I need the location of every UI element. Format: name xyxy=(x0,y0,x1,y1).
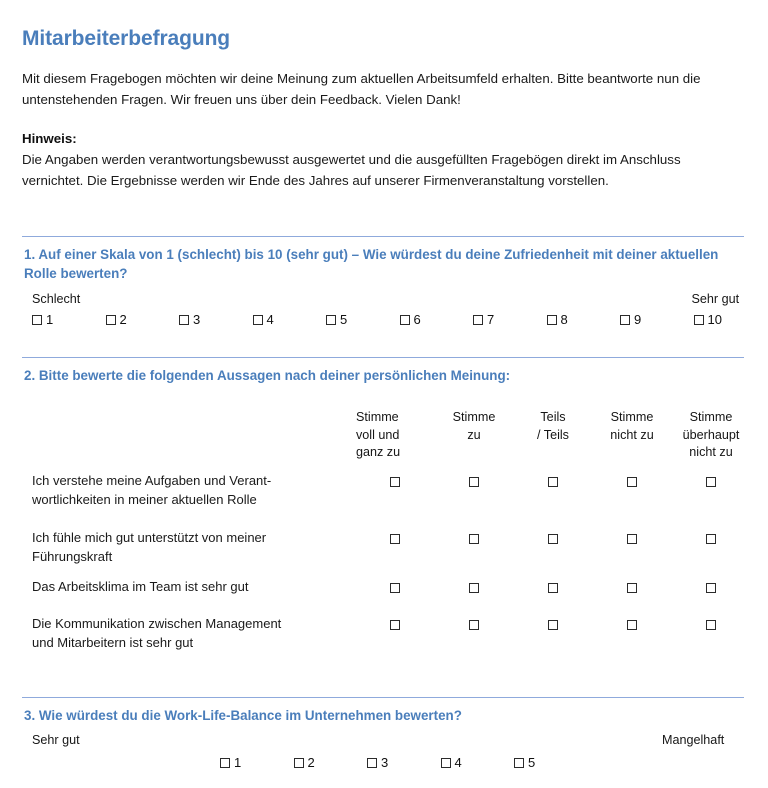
checkbox-icon[interactable] xyxy=(326,315,336,325)
option-label: 1 xyxy=(234,755,242,770)
matrix-checkbox-cell[interactable] xyxy=(514,616,592,634)
matrix-column-header-line: Stimme xyxy=(610,410,654,424)
question-1-option-4[interactable] xyxy=(253,312,274,327)
matrix-row-label-line: und Mitarbeitern ist sehr gut xyxy=(32,635,194,650)
checkbox-icon[interactable] xyxy=(627,583,637,593)
matrix-checkbox-cell[interactable] xyxy=(356,473,434,491)
question-3-option-2[interactable] xyxy=(294,755,315,770)
checkbox-icon[interactable] xyxy=(706,534,716,544)
matrix-column-header-line: / Teils xyxy=(537,427,569,442)
note-label: Hinweis: xyxy=(22,131,77,146)
scale-right-label: Sehr gut xyxy=(691,292,740,306)
matrix-row xyxy=(22,528,746,566)
checkbox-icon[interactable] xyxy=(179,315,189,325)
note-text: Die Angaben werden verantwortungsbewusst ausgewertet und die ausgefüllten Fragebögen direkt im Anschluss vernichtet. Die Ergebnisse werden wir Ende des Jahres auf unserer Firmenveranstaltung vorstellen. xyxy=(22,152,681,188)
checkbox-icon[interactable] xyxy=(548,583,558,593)
checkbox-icon[interactable] xyxy=(706,583,716,593)
option-label: 3 xyxy=(193,312,201,327)
checkbox-icon[interactable] xyxy=(441,758,451,768)
matrix-column-header xyxy=(435,409,513,444)
question-1-option-8[interactable] xyxy=(547,312,568,327)
section-divider xyxy=(22,357,744,358)
matrix-column-header-line: nicht zu xyxy=(610,427,654,442)
matrix-row-label xyxy=(32,528,362,566)
matrix-column-header-line: nicht zu xyxy=(689,445,733,459)
checkbox-icon[interactable] xyxy=(469,620,479,630)
matrix-checkbox-cell[interactable] xyxy=(514,530,592,548)
matrix-checkbox-cell[interactable] xyxy=(356,579,434,597)
question-1-option-1[interactable] xyxy=(32,312,53,327)
matrix-column-header-line: überhaupt xyxy=(682,427,740,442)
checkbox-icon[interactable] xyxy=(627,477,637,487)
matrix-checkbox-cell[interactable] xyxy=(514,473,592,491)
matrix-checkbox-cell[interactable] xyxy=(593,616,671,634)
matrix-column-header-line: voll und xyxy=(356,427,400,442)
checkbox-icon[interactable] xyxy=(253,315,263,325)
scale-right-label: Mangelhaft xyxy=(662,733,725,747)
matrix-checkbox-cell[interactable] xyxy=(672,473,750,491)
checkbox-icon[interactable] xyxy=(706,477,716,487)
matrix-checkbox-cell[interactable] xyxy=(593,579,671,597)
question-1-option-9[interactable] xyxy=(620,312,641,327)
question-1-option-5[interactable] xyxy=(326,312,347,327)
matrix-checkbox-cell[interactable] xyxy=(672,530,750,548)
option-label: 2 xyxy=(307,755,315,770)
matrix-checkbox-cell[interactable] xyxy=(672,579,750,597)
matrix-row-label-line: Ich fühle mich gut unterstützt von meiner xyxy=(32,530,267,545)
matrix-checkbox-cell[interactable] xyxy=(356,616,434,634)
scale-left-label: Sehr gut xyxy=(32,733,80,747)
option-label: 6 xyxy=(413,312,421,327)
checkbox-icon[interactable] xyxy=(367,758,377,768)
question-2-heading: 2. Bitte bewerte die folgenden Aussagen nach deiner persönlichen Meinung: xyxy=(24,368,511,383)
matrix-column-header-line: Stimme xyxy=(689,410,733,424)
checkbox-icon[interactable] xyxy=(547,315,557,325)
checkbox-icon[interactable] xyxy=(548,620,558,630)
matrix-column-header-line: Stimme xyxy=(452,410,496,424)
matrix-column-header xyxy=(514,409,592,444)
option-label: 3 xyxy=(381,755,389,770)
question-3-option-3[interactable] xyxy=(367,755,388,770)
checkbox-icon[interactable] xyxy=(220,758,230,768)
question-1-option-2[interactable] xyxy=(106,312,127,327)
matrix-checkbox-cell[interactable] xyxy=(435,530,513,548)
matrix-checkbox-cell[interactable] xyxy=(435,616,513,634)
matrix-column-headers xyxy=(22,409,746,471)
matrix-row xyxy=(22,577,746,596)
option-label: 9 xyxy=(634,312,642,327)
option-label: 7 xyxy=(487,312,495,327)
checkbox-icon[interactable] xyxy=(390,534,400,544)
option-label: 5 xyxy=(340,312,348,327)
checkbox-icon[interactable] xyxy=(469,583,479,593)
checkbox-icon[interactable] xyxy=(514,758,524,768)
question-1-option-3[interactable] xyxy=(179,312,200,327)
option-label: 4 xyxy=(454,755,462,770)
checkbox-icon[interactable] xyxy=(627,534,637,544)
checkbox-icon[interactable] xyxy=(473,315,483,325)
matrix-checkbox-cell[interactable] xyxy=(514,579,592,597)
matrix-column-header xyxy=(672,409,750,462)
matrix-column-header xyxy=(593,409,671,444)
question-3-option-5[interactable] xyxy=(514,755,535,770)
page-title: Mitarbeiterbefragung xyxy=(22,27,231,50)
option-label: 10 xyxy=(707,312,722,327)
matrix-checkbox-cell[interactable] xyxy=(672,616,750,634)
matrix-row-label-line: wortlichkeiten in meiner aktuellen Rolle xyxy=(32,492,257,507)
matrix-column-header-line: zu xyxy=(467,427,481,442)
checkbox-icon[interactable] xyxy=(694,315,704,325)
question-3-option-4[interactable] xyxy=(441,755,462,770)
intro-paragraph: Mit diesem Fragebogen möchten wir deine Meinung zum aktuellen Arbeitsumfeld erhalten. Bitte beantworte nun die untenstehenden Fragen. Wir freuen uns über dein Feedback. Vielen Dank! xyxy=(22,71,701,107)
matrix-row xyxy=(22,471,746,509)
scale-left-label: Schlecht xyxy=(32,292,81,306)
question-1-heading: 1. Auf einer Skala von 1 (schlecht) bis 10 (sehr gut) – Wie würdest du deine Zufriedenheit mit deiner aktuellen Rolle bewerten? xyxy=(24,247,719,281)
matrix-column-header-line: Teils xyxy=(540,410,566,424)
matrix-row-label xyxy=(32,614,362,652)
matrix-column-header xyxy=(356,409,434,462)
question-3-scale xyxy=(22,733,746,779)
option-label: 5 xyxy=(528,755,536,770)
matrix-checkbox-cell[interactable] xyxy=(356,530,434,548)
option-label: 2 xyxy=(119,312,127,327)
checkbox-icon[interactable] xyxy=(390,583,400,593)
option-label: 8 xyxy=(560,312,568,327)
question-1-scale xyxy=(22,292,746,332)
matrix-row-label-line: Das Arbeitsklima im Team ist sehr gut xyxy=(32,579,249,594)
question-1-option-10[interactable] xyxy=(694,312,722,327)
checkbox-icon[interactable] xyxy=(469,534,479,544)
checkbox-icon[interactable] xyxy=(548,534,558,544)
question-1-option-6[interactable] xyxy=(400,312,421,327)
option-label: 1 xyxy=(46,312,54,327)
note-block xyxy=(22,110,746,191)
checkbox-icon[interactable] xyxy=(390,620,400,630)
matrix-body xyxy=(22,471,746,656)
checkbox-icon[interactable] xyxy=(390,477,400,487)
checkbox-icon[interactable] xyxy=(400,315,410,325)
matrix-row-label xyxy=(32,577,362,596)
matrix-checkbox-cell[interactable] xyxy=(435,473,513,491)
matrix-row-label-line: Die Kommunikation zwischen Management xyxy=(32,616,282,631)
checkbox-icon[interactable] xyxy=(548,477,558,487)
matrix-row-label xyxy=(32,471,362,509)
matrix-row-label-line: Führungskraft xyxy=(32,549,113,564)
matrix-checkbox-cell[interactable] xyxy=(593,473,671,491)
section-divider xyxy=(22,697,744,698)
matrix-checkbox-cell[interactable] xyxy=(593,530,671,548)
checkbox-icon[interactable] xyxy=(469,477,479,487)
checkbox-icon[interactable] xyxy=(294,758,304,768)
checkbox-icon[interactable] xyxy=(106,315,116,325)
checkbox-icon[interactable] xyxy=(706,620,716,630)
question-1-option-7[interactable] xyxy=(473,312,494,327)
question-3-option-1[interactable] xyxy=(220,755,241,770)
matrix-column-header-line: Stimme xyxy=(356,410,399,424)
matrix-row xyxy=(22,614,746,652)
section-divider xyxy=(22,236,744,237)
option-label: 4 xyxy=(266,312,274,327)
matrix-column-header-line: ganz zu xyxy=(356,445,401,459)
rating-matrix xyxy=(22,409,746,656)
checkbox-icon[interactable] xyxy=(627,620,637,630)
checkbox-icon[interactable] xyxy=(620,315,630,325)
matrix-checkbox-cell[interactable] xyxy=(435,579,513,597)
question-3-heading: 3. Wie würdest du die Work-Life-Balance im Unternehmen bewerten? xyxy=(24,708,462,723)
checkbox-icon[interactable] xyxy=(32,315,42,325)
matrix-row-label-line: Ich verstehe meine Aufgaben und Verant- xyxy=(32,473,272,488)
